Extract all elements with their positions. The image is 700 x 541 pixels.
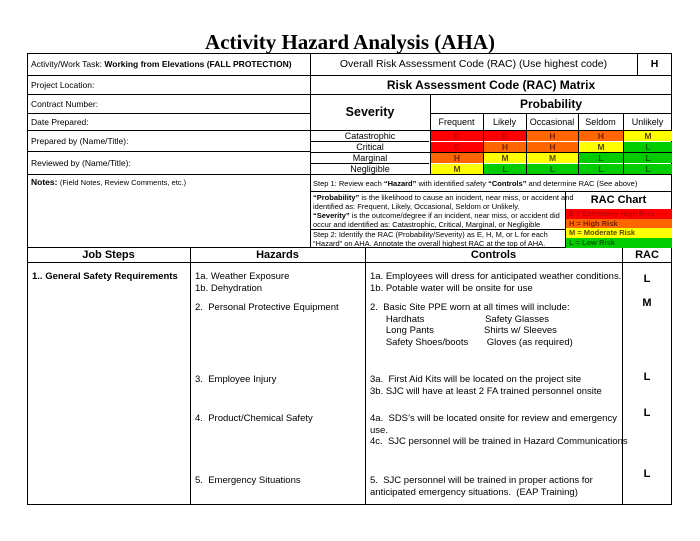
probability-seldom: Seldom	[585, 116, 616, 127]
job-step-1: 1.. General Safety Requirements	[32, 271, 178, 282]
notes-field[interactable]	[31, 177, 306, 187]
control-1: 1a. Employees will dress for anticipated weather conditions. 1b. Potable water will be onsite for use	[370, 271, 622, 294]
probability-definition: “Probability” is the likelihood to cause an incident, near miss, or accident and identified as: Frequent, Likely, Occasional, Seldom or Unlikely.	[313, 193, 574, 211]
column-job-steps: Job Steps	[82, 248, 135, 261]
rac-matrix-cell: H	[527, 131, 578, 141]
hazard-3: 3. Employee Injury	[195, 374, 277, 385]
column-rac: RAC	[635, 248, 659, 261]
severity-definition: “Severity” is the outcome/degree if an incident, near miss, or accident did occur and identified as: Catastrophic, Critical, Marginal, or Negligible	[313, 211, 560, 229]
rac-matrix-cell: L	[484, 164, 526, 174]
severity-label: Severity	[345, 105, 395, 119]
rac-matrix-cell: L	[579, 153, 623, 163]
rac-row-5[interactable]: L	[643, 468, 651, 480]
page-title: Activity Hazard Analysis (AHA)	[205, 30, 495, 54]
rac-matrix-cell: H	[431, 153, 483, 163]
rac-legend-e: E = Extremely High Risk	[566, 209, 672, 219]
rac-matrix-cell: H	[527, 142, 578, 152]
severity-marginal: Marginal	[352, 152, 388, 163]
reviewed-by-label[interactable]: Reviewed by (Name/Title):	[31, 157, 131, 168]
control-4: 4a. SDS’s will be located onsite for review and emergency use. 4c. SJC personnel will be trained in Hazard Communications	[370, 413, 628, 447]
rac-row-3[interactable]: L	[643, 371, 651, 383]
rac-matrix-cell: M	[431, 164, 483, 174]
rac-legend-m: M = Moderate Risk	[566, 228, 672, 238]
rac-matrix-cell: M	[579, 142, 623, 152]
probability-label: Probability	[519, 96, 582, 111]
rac-matrix-cell: L	[527, 164, 578, 174]
rac-chart-title: RAC Chart	[590, 194, 647, 206]
rac-legend-l: L = Low Risk	[566, 238, 672, 248]
control-2: 2. Basic Site PPE worn at all times will include: Hardhats Safety Glasses Long Pants Shirts w/ Sleeves Safety Shoes/boots Gloves (as required)	[370, 302, 573, 348]
notes-hint: (Field Notes, Review Comments, etc.)	[59, 178, 187, 187]
rac-matrix-cell: E	[431, 131, 483, 141]
column-hazards: Hazards	[256, 248, 299, 261]
rac-matrix-cell: E	[484, 131, 526, 141]
activity-task-field[interactable]	[31, 53, 310, 75]
rac-matrix-cell: M	[484, 153, 526, 163]
rac-row-4[interactable]: L	[643, 407, 651, 419]
instruction-step2: Step 2: Identify the RAC (Probability/Severity) as E, H, M, or L for each “Hazard” on AHA. Annotate the overall highest RAC at the top of AHA.	[313, 230, 548, 248]
date-prepared-label[interactable]: Date Prepared:	[31, 116, 89, 127]
probability-occasional: Occasional	[529, 116, 575, 127]
rac-row-2[interactable]: M	[642, 297, 652, 309]
probability-unlikely: Unlikely	[631, 116, 664, 127]
hazard-1: 1a. Weather Exposure 1b. Dehydration	[195, 271, 290, 294]
rac-row-1[interactable]: L	[643, 273, 651, 285]
rac-matrix-cell: M	[624, 131, 672, 141]
severity-negligible: Negligible	[350, 163, 390, 174]
hazard-5: 5. Emergency Situations	[195, 475, 301, 486]
hazard-4: 4. Product/Chemical Safety	[195, 413, 313, 424]
control-3: 3a. First Aid Kits will be located on the project site 3b. SJC will have at least 2 FA trained personnel onsite	[370, 374, 602, 397]
prepared-by-label[interactable]: Prepared by (Name/Title):	[31, 135, 129, 146]
rac-matrix-cell: M	[527, 153, 578, 163]
rac-matrix-cell: E	[431, 142, 483, 152]
severity-catastrophic: Catastrophic	[344, 130, 396, 141]
activity-task-label: Activity/Work Task:	[31, 59, 103, 69]
rac-matrix-cell: L	[579, 164, 623, 174]
notes-label: Notes:	[31, 177, 58, 187]
instruction-step1: Step 1: Review each “Hazard” with identified safety “Controls” and determine RAC (See above)	[313, 179, 638, 188]
rac-matrix-cell: L	[624, 164, 672, 174]
rac-matrix-cell: H	[484, 142, 526, 152]
rac-legend-h: H = High Risk	[566, 219, 672, 229]
overall-rac-value[interactable]: H	[650, 58, 659, 70]
control-5: 5. SJC personnel will be trained in proper actions for anticipated emergency situations. (EAP Training)	[370, 475, 593, 498]
project-location-label[interactable]: Project Location:	[31, 79, 95, 90]
hazard-2: 2. Personal Protective Equipment	[195, 302, 339, 313]
matrix-title: Risk Assessment Code (RAC) Matrix	[386, 77, 596, 92]
severity-critical: Critical	[356, 141, 384, 152]
activity-task-value: Working from Elevations (FALL PROTECTION)	[104, 59, 292, 69]
probability-likely: Likely	[492, 116, 516, 127]
contract-number-label[interactable]: Contract Number:	[31, 98, 99, 109]
rac-matrix-cell: H	[579, 131, 623, 141]
rac-matrix-cell: L	[624, 142, 672, 152]
column-controls: Controls	[470, 248, 517, 261]
overall-rac-label: Overall Risk Assessment Code (RAC) (Use highest code)	[339, 58, 608, 70]
probability-frequent: Frequent	[438, 116, 475, 127]
rac-matrix-cell: L	[624, 153, 672, 163]
